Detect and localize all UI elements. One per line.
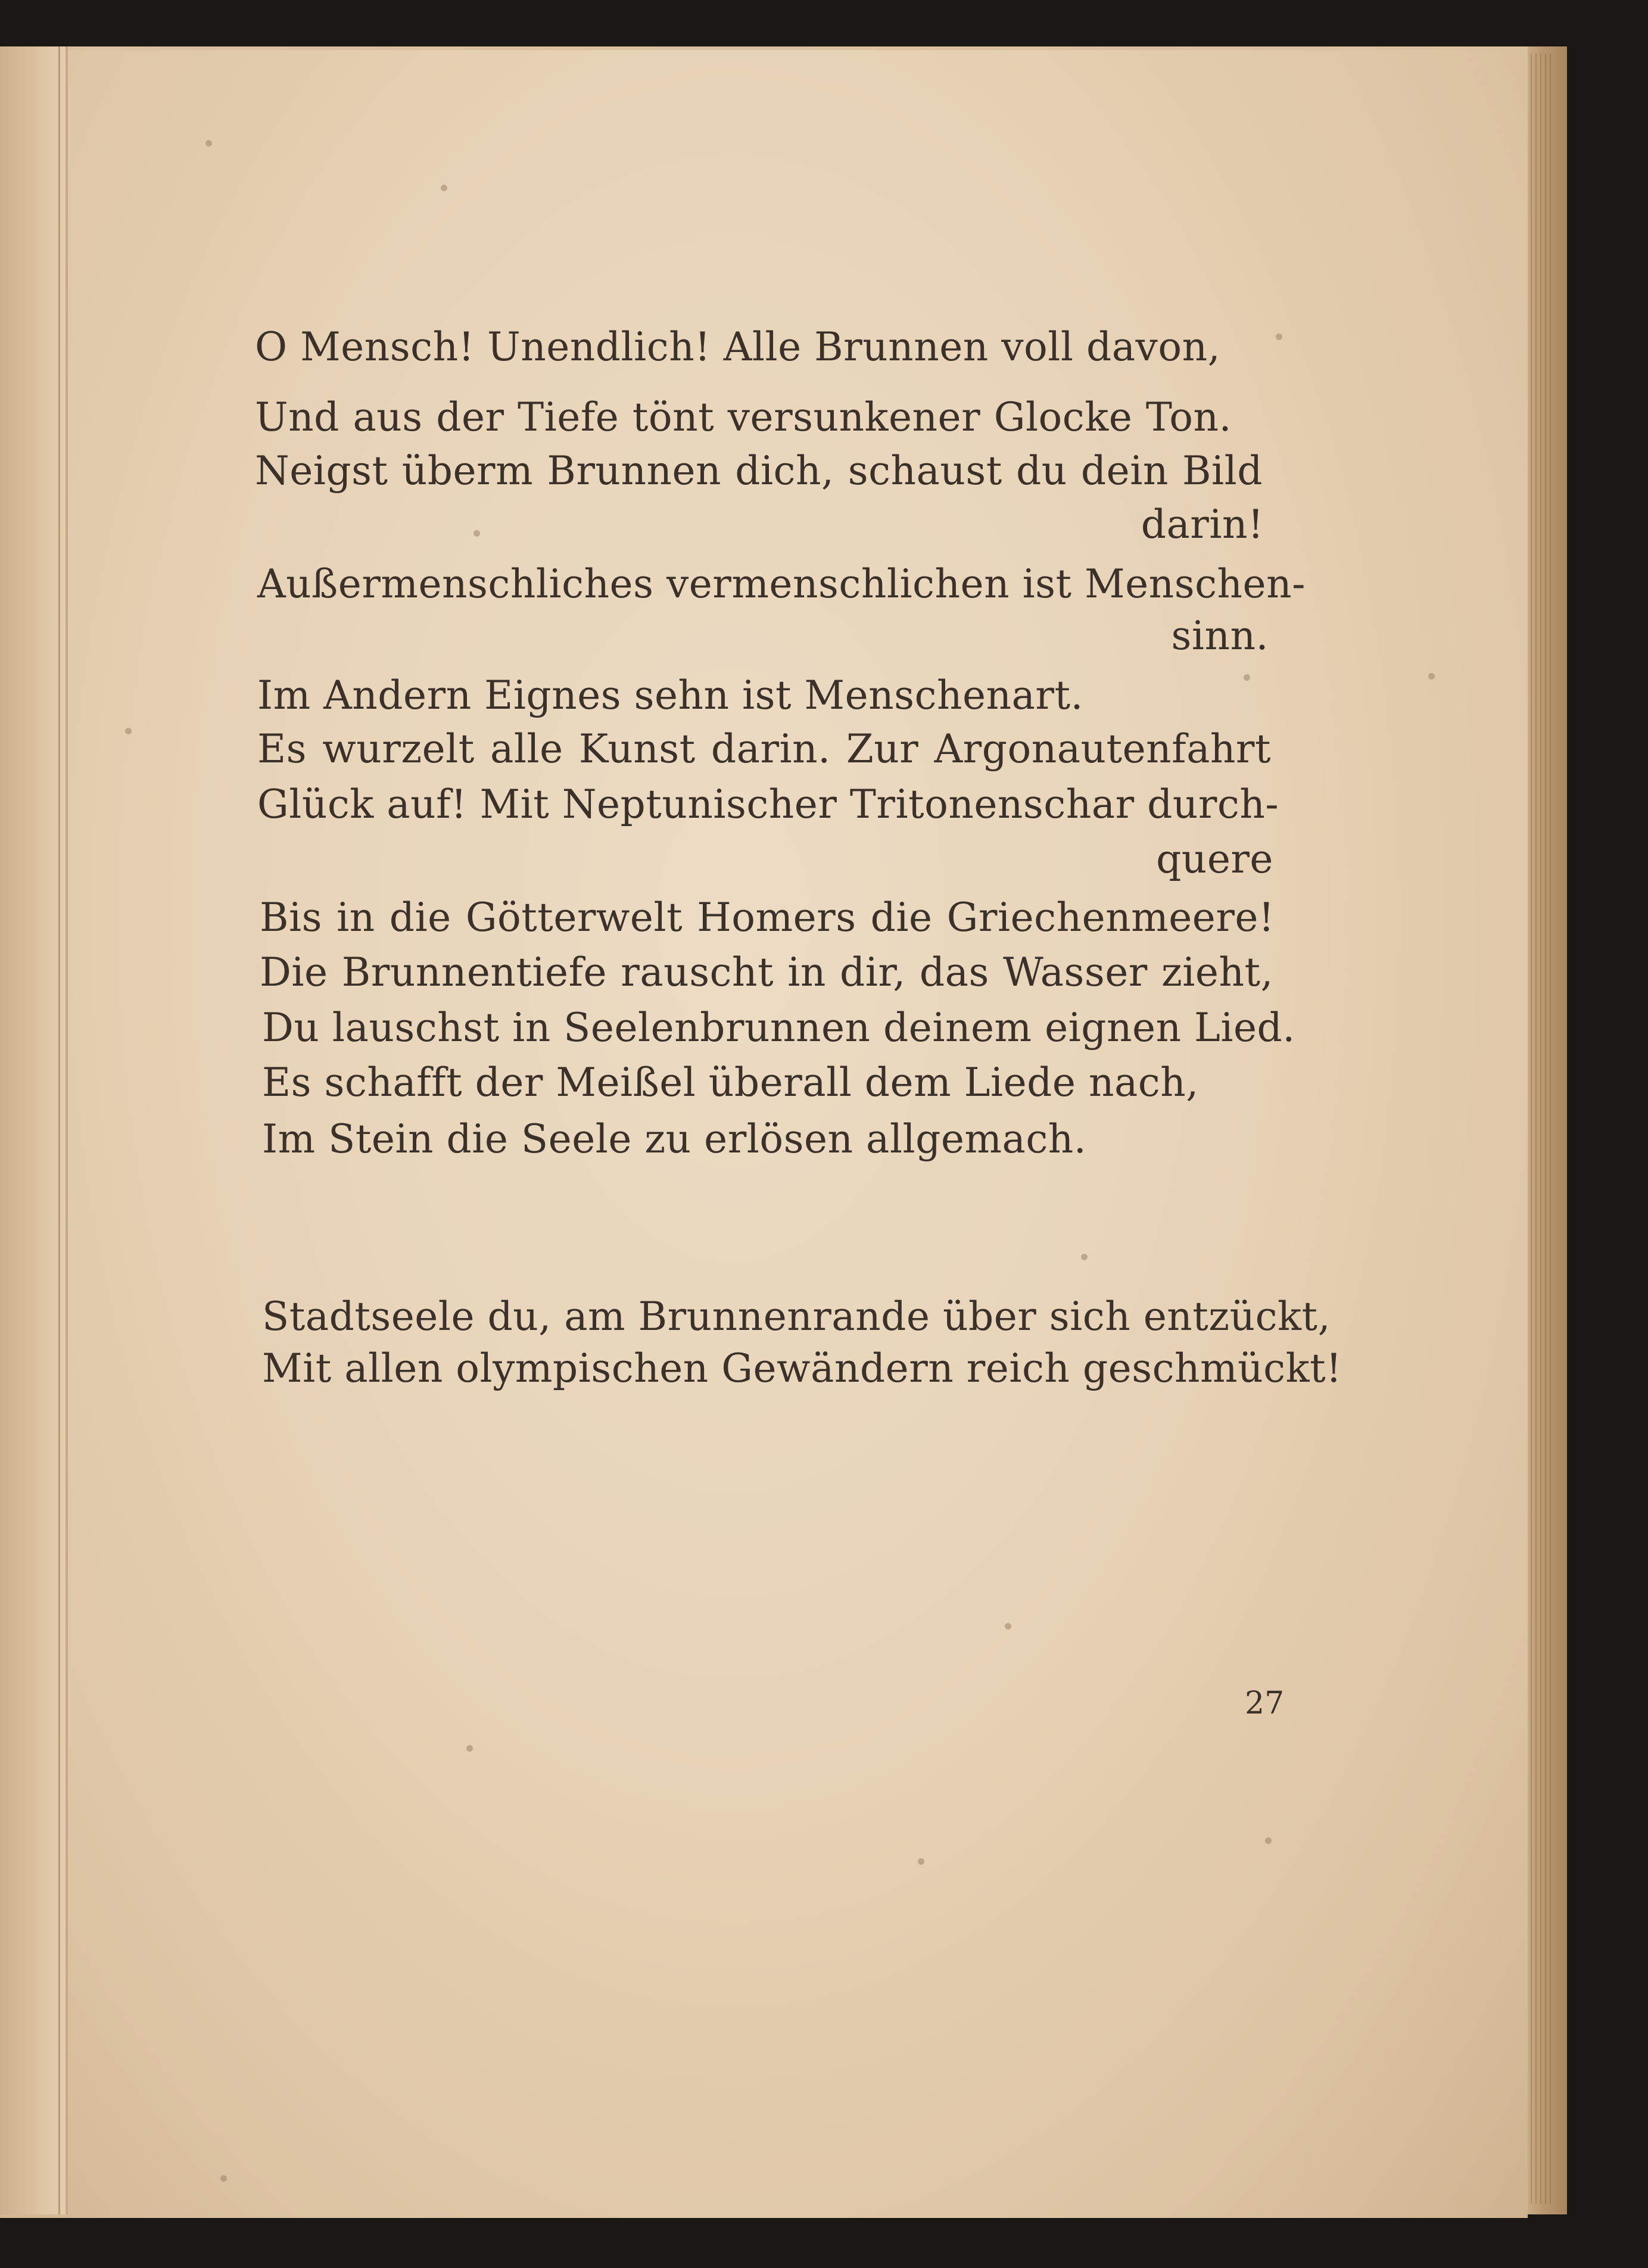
poem-line: Mit allen olympischen Gewändern reich geschmückt! bbox=[262, 1345, 1342, 1391]
page-stack-lines bbox=[1531, 54, 1554, 2204]
poem-line: Neigst überm Brunnen dich, schaust du dein Bild bbox=[255, 448, 1263, 494]
poem-line: Bis in die Götterwelt Homers die Griechenmeere! bbox=[260, 895, 1275, 940]
poem-line: Du lauschst in Seelenbrunnen deinem eignen Lied. bbox=[262, 1005, 1295, 1051]
poem-line: Glück auf! Mit Neptunischer Tritonenschar durch- bbox=[257, 781, 1279, 827]
poem-line: O Mensch! Unendlich! Alle Brunnen voll davon, bbox=[255, 324, 1221, 370]
poem-line: Und aus der Tiefe tönt versunkener Glocke Ton. bbox=[255, 394, 1232, 440]
poem-line: Außermenschliches vermenschlichen ist Menschen- bbox=[257, 561, 1306, 607]
poem-line: Die Brunnentiefe rauscht in dir, das Wasser zieht, bbox=[260, 949, 1273, 995]
poem-line: Es wurzelt alle Kunst darin. Zur Argonautenfahrt bbox=[257, 726, 1271, 772]
page-number: 27 bbox=[1245, 1686, 1285, 1721]
poem-line: quere bbox=[1156, 836, 1273, 882]
poem-line: Stadtseele du, am Brunnenrande über sich entzückt, bbox=[262, 1294, 1331, 1339]
poem-line: Es schafft der Meißel überall dem Liede nach, bbox=[262, 1060, 1199, 1105]
poem-line: Im Stein die Seele zu erlösen allgemach. bbox=[262, 1116, 1087, 1162]
poem-line: darin! bbox=[1141, 501, 1264, 547]
poem-line: sinn. bbox=[1171, 613, 1269, 659]
poem-line: Im Andern Eignes sehn ist Menschenart. bbox=[257, 672, 1083, 718]
